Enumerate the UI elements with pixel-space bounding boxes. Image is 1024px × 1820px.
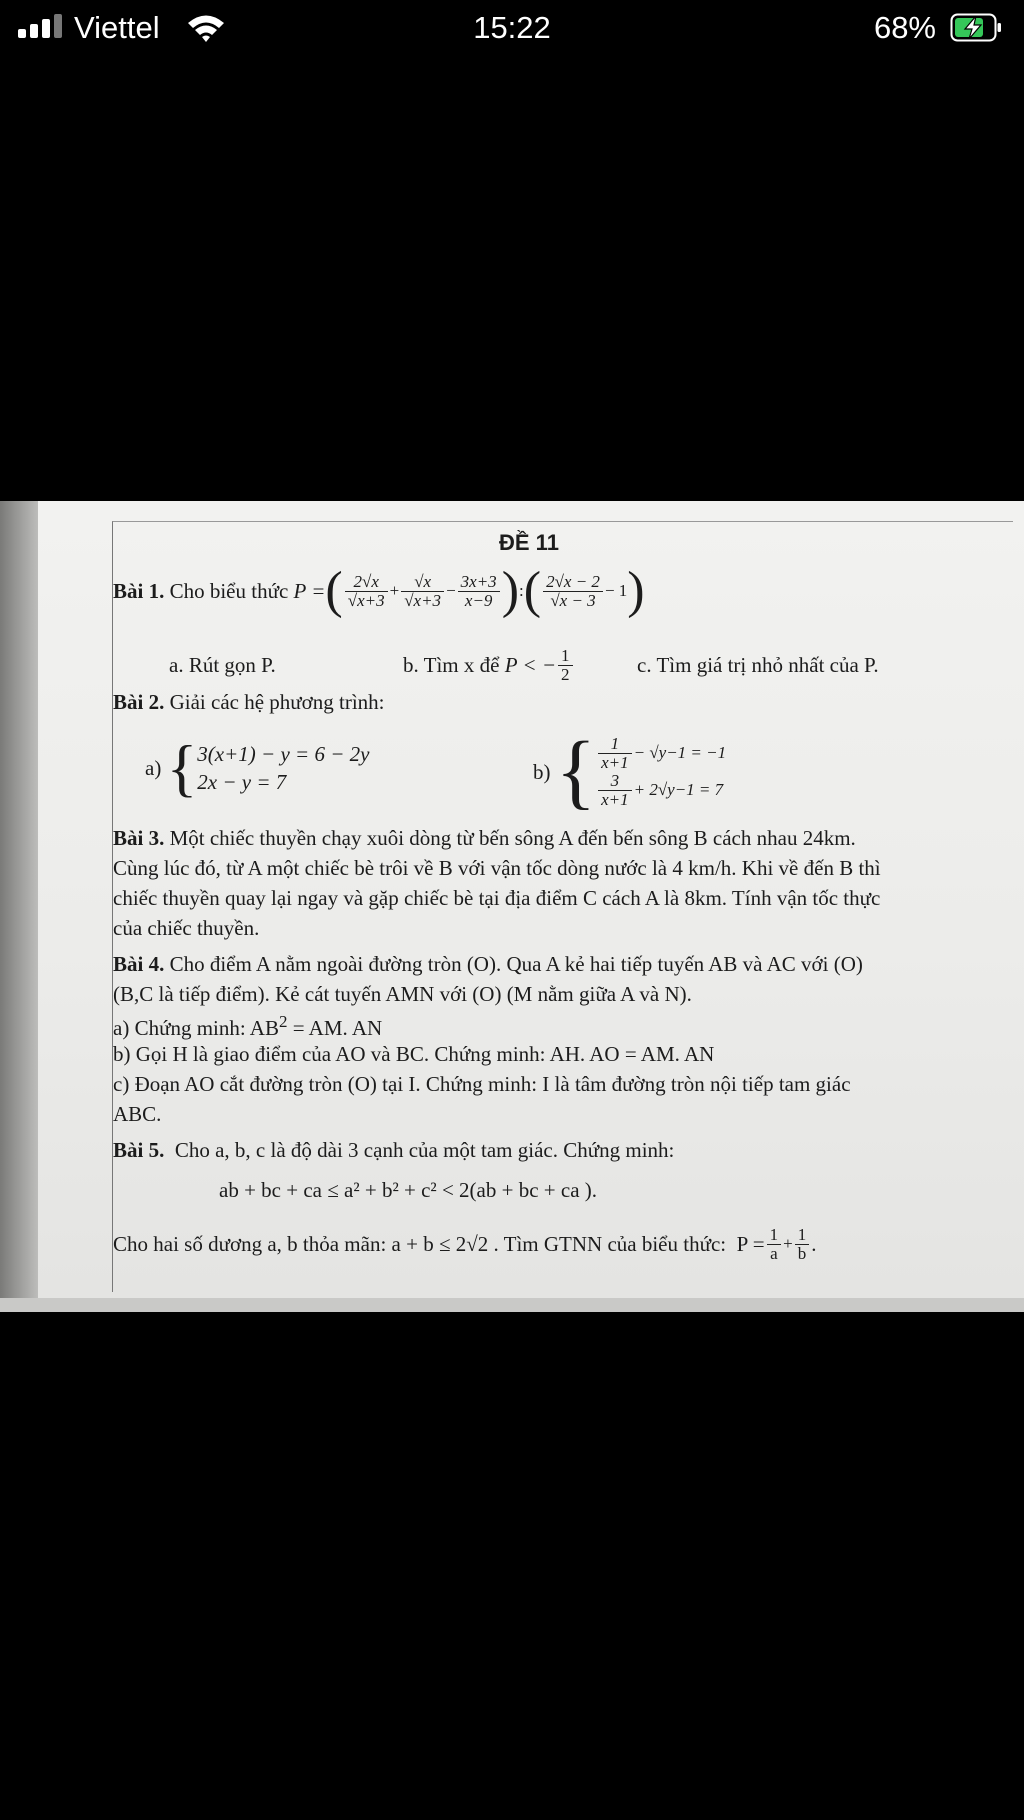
fraction-half: $\frac{1}{2}$ [558, 647, 573, 684]
fraction-2: $\frac{√x}{√x+3}$ [401, 573, 444, 610]
bai4-label: Bài 4. [113, 952, 165, 976]
bai5-label: Bài 5. [113, 1138, 165, 1162]
exam-photo [0, 501, 1024, 1312]
bai1-statement: Bài 1. Cho biểu thức P = ( $\frac{2√x}{√x+3}$ + $\frac{√x}{√x+3}$ − $\frac{3x+3}{x-9}$ ) : ( $\frac{2√x - 2}{√x - 3}$ − 1 ) [113, 562, 645, 619]
bai5-statement: Bài 5. Cho a, b, c là độ dài 3 cạnh của một tam giác. Chứng minh: [113, 1138, 675, 1162]
status-time: 15:22 [473, 10, 551, 45]
bai5-line2: Cho hai số dương a, b thỏa mãn: a + b ≤ 2√2 . Tìm GTNN của biểu thức: P = $\frac{1}{a}$ + $\frac{1}{b}$ . [113, 1224, 817, 1263]
exam-title: ĐỀ 11 [499, 530, 559, 555]
bai4-part-c2: ABC. [113, 1102, 162, 1126]
bai3-line4: của chiếc thuyền. [113, 916, 260, 940]
bai3-label: Bài 3. [113, 826, 165, 850]
system-b [533, 722, 726, 822]
p-equals: P = [293, 578, 326, 603]
paren-close: ) [627, 562, 645, 619]
battery-charging-icon [950, 13, 1002, 42]
system-a-label: a) [145, 755, 162, 780]
bai1-part-a: a. Rút gọn P. [169, 652, 276, 677]
system-b-eq2: $\frac{3}{x+1}$ + 2√y−1 = 7 [596, 772, 726, 809]
bai4-part-c1: c) Đoạn AO cắt đường tròn (O) tại I. Chứng minh: I là tâm đường tròn nội tiếp tam giác [113, 1072, 851, 1096]
system-a [145, 728, 369, 808]
bai1-intro: Cho biểu thức [169, 578, 289, 603]
bai2-statement: Bài 2. Giải các hệ phương trình: [113, 690, 385, 714]
exam-document [112, 521, 1013, 1292]
system-brace: { [166, 732, 198, 803]
bai2-label: Bài 2. [113, 690, 165, 714]
bai4-line1: Bài 4. Cho điểm A nằm ngoài đường tròn (O). Qua A kẻ hai tiếp tuyến AB và AC với (O) [113, 952, 863, 976]
bai4-line2: (B,C là tiếp điểm). Kẻ cát tuyến AMN với (O) (M nằm giữa A và N). [113, 982, 692, 1006]
paper-sheet [38, 501, 1024, 1298]
system-b-label: b) [533, 759, 551, 784]
status-bar [0, 0, 1024, 60]
bai3-line3: chiếc thuyền quay lại ngay và gặp chiếc bè tại địa điểm C cách A là 8km. Tính vận tốc thực [113, 886, 881, 910]
system-a-eq1: 3(x+1) − y = 6 − 2y [197, 741, 370, 766]
bai4-part-b: b) Gọi H là giao điểm của AO và BC. Chứng minh: AH. AO = AM. AN [113, 1042, 715, 1066]
bai5-inequality: ab + bc + ca ≤ a² + b² + c² < 2(ab + bc + ca ). [219, 1178, 598, 1202]
bai1-part-c: c. Tìm giá trị nhỏ nhất của P. [637, 652, 879, 677]
fraction-4: $\frac{2√x - 2}{√x - 3}$ [543, 573, 603, 610]
bai4-part-a: a) Chứng minh: $AB^2$ = AM. AN [113, 1012, 383, 1040]
fraction-3: $\frac{3x+3}{x-9}$ [458, 573, 500, 610]
paren-open: ( [325, 562, 343, 619]
bai1-label: Bài 1. [113, 578, 165, 603]
minus-one: − 1 [604, 581, 628, 600]
bai1-part-b: b. Tìm x để P < − $\frac{1}{2}$ [403, 640, 575, 690]
system-b-eq1: $\frac{1}{x+1}$ − √y−1 = −1 [596, 735, 726, 772]
fraction-1: $\frac{2√x}{√x+3}$ [345, 573, 388, 610]
bai3-line1: Bài 3. Một chiếc thuyền chạy xuôi dòng từ bến sông A đến bến sông B cách nhau 24km. [113, 826, 856, 850]
bai5-expression: P = $\frac{1}{a}$ + $\frac{1}{b}$ . [736, 1224, 817, 1263]
system-a-eq2: 2x − y = 7 [197, 770, 287, 794]
bai3-line2: Cùng lúc đó, từ A một chiếc bè trôi về B với vận tốc dòng nước là 4 km/h. Khi về đến B thì [113, 856, 881, 880]
photo-bottom-edge [0, 1298, 1024, 1312]
battery-percentage: 68% [873, 10, 936, 45]
carrier-name: Viettel [74, 10, 160, 45]
photo-edge-shadow [0, 501, 38, 1312]
system-brace: { [555, 725, 597, 818]
